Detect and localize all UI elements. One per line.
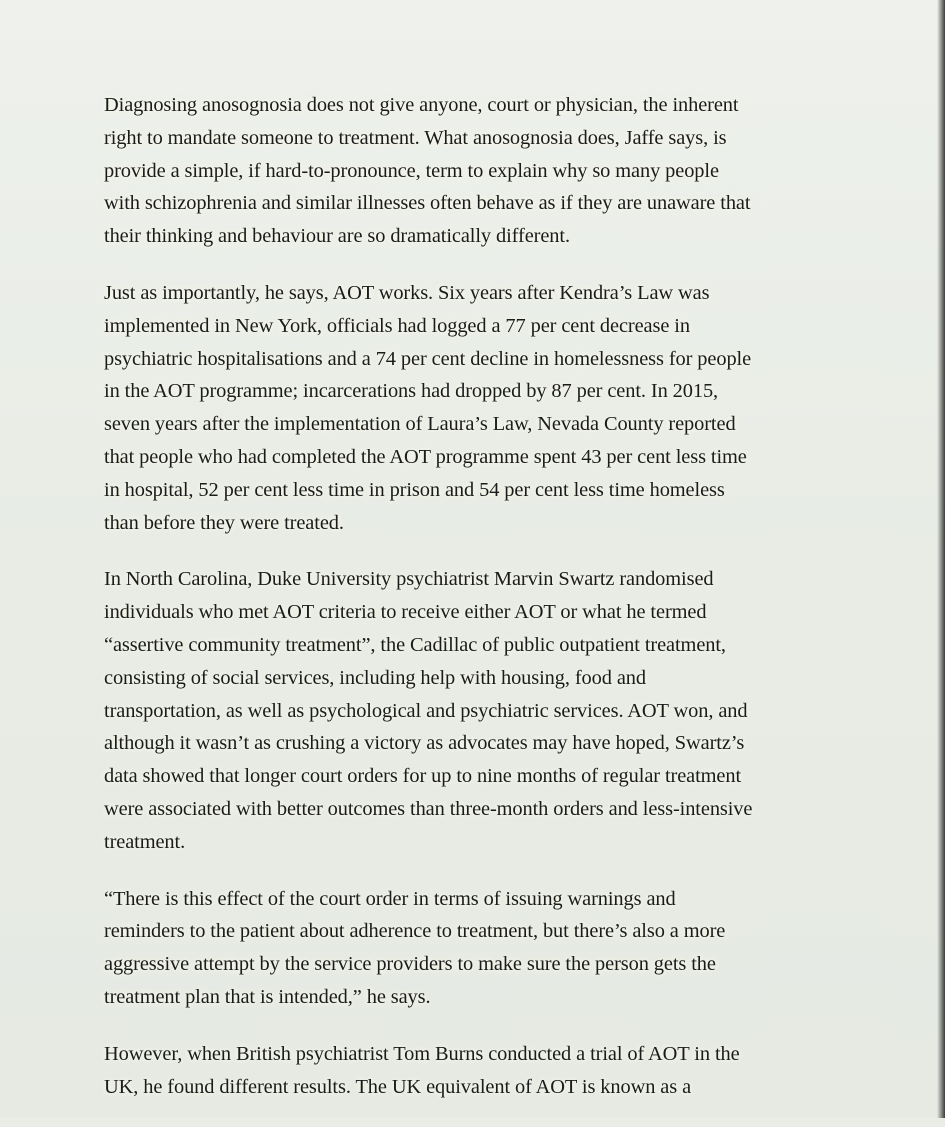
text-line: their thinking and behaviour are so dramatically different.: [104, 225, 570, 248]
text-line: UK, he found different results. The UK equivalent of AOT is known as a: [104, 1075, 692, 1098]
text-line: treatment plan that is intended,” he says.: [104, 985, 431, 1008]
text-line: individuals who met AOT criteria to receive either AOT or what he termed: [104, 601, 707, 624]
text-line: that people who had completed the AOT programme spent 43 per cent less time: [104, 445, 747, 468]
text-line: In North Carolina, Duke University psychiatrist Marvin Swartz randomised: [104, 568, 714, 591]
text-line: provide a simple, if hard-to-pronounce, term to explain why so many people: [104, 159, 719, 182]
text-line: than before they were treated.: [104, 511, 344, 534]
text-line: However, when British psychiatrist Tom Burns conducted a trial of AOT in the: [104, 1042, 740, 1065]
text-line: right to mandate someone to treatment. What anosognosia does, Jaffe says, is: [104, 126, 727, 149]
paragraph-anosognosia: [104, 89, 849, 253]
text-line: data showed that longer court orders for up to nine months of regular treatment: [104, 765, 742, 788]
text-line: in the AOT programme; incarcerations had dropped by 87 per cent. In 2015,: [104, 380, 719, 403]
text-line: Just as importantly, he says, AOT works. Six years after Kendra’s Law was: [104, 281, 710, 304]
text-line: although it wasn’t as crushing a victory as advocates may have hoped, Swartz’s: [104, 732, 745, 755]
text-line: with schizophrenia and similar illnesses often behave as if they are unaware that: [104, 192, 751, 215]
text-line: treatment.: [104, 830, 186, 853]
text-line: “assertive community treatment”, the Cadillac of public outpatient treatment,: [104, 633, 726, 656]
paragraph-aot-works: [104, 277, 849, 539]
text-line: psychiatric hospitalisations and a 74 per cent decline in homelessness for people: [104, 347, 752, 370]
article-body: [104, 89, 849, 1127]
text-line: consisting of social services, including help with housing, food and: [104, 666, 646, 689]
page-edge-shadow: [937, 0, 945, 1118]
text-line: were associated with better outcomes than three-month orders and less-intensive: [104, 797, 753, 820]
text-line: “There is this effect of the court order in terms of issuing warnings and: [104, 887, 676, 910]
text-line: Diagnosing anosognosia does not give anyone, court or physician, the inherent: [104, 94, 739, 116]
text-line: in hospital, 52 per cent less time in prison and 54 per cent less time homeless: [104, 478, 725, 501]
text-line: reminders to the patient about adherence to treatment, but there’s also a more: [104, 920, 726, 943]
text-line: implemented in New York, officials had logged a 77 per cent decrease in: [104, 314, 690, 337]
text-line: aggressive attempt by the service providers to make sure the person gets the: [104, 953, 716, 976]
paragraph-quote: [104, 883, 849, 1014]
text-line: seven years after the implementation of Laura’s Law, Nevada County reported: [104, 413, 736, 436]
text-line: transportation, as well as psychological and psychiatric services. AOT won, and: [104, 699, 748, 722]
paragraph-uk-trial: [104, 1038, 849, 1104]
paragraph-north-carolina: [104, 563, 849, 858]
